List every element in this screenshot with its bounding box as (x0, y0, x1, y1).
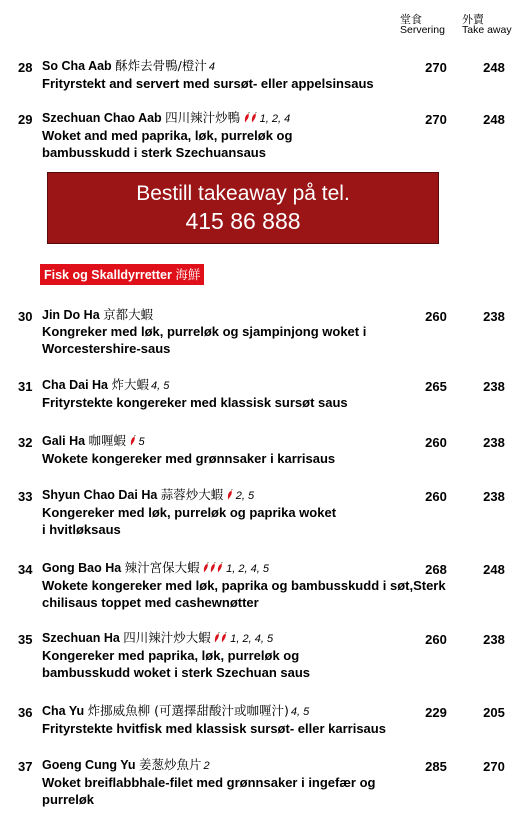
takeaway-label: Take away (462, 24, 512, 36)
item-number: 29 (18, 112, 33, 127)
price-takeaway: 238 (483, 309, 505, 324)
item-description: Woket breiflabbhale-filet med grønnsaker i ingefær og purreløk (42, 775, 376, 807)
item-description: Frityrstekte kongereker med klassisk sursøt saus (42, 395, 348, 410)
item-name-cn: 京都大蝦 (103, 307, 154, 322)
price-dine-in: 229 (425, 705, 447, 720)
price-dine-in: 260 (425, 309, 447, 324)
item-name-line (42, 307, 402, 323)
item-allergens: 2, 5 (235, 490, 255, 502)
item-number: 33 (18, 489, 33, 504)
item-allergens: 1, 2, 4 (259, 113, 291, 125)
item-description: Wokete kongereker med grønnsaker i karrisaus (42, 451, 336, 466)
item-name-line (42, 433, 402, 450)
item-allergens: 2 (203, 760, 210, 772)
chili-pepper-icon (227, 489, 233, 500)
takeaway-banner (48, 173, 438, 243)
item-name-cn: 辣汁宮保大蝦 (124, 560, 200, 575)
item-number: 31 (18, 379, 33, 394)
price-dine-in: 285 (425, 759, 447, 774)
item-description: Woket and med paprika, løk, purreløk og bambusskudd i sterk Szechuansaus (42, 128, 293, 160)
item-name: Cha Yu (42, 704, 88, 718)
item-body (42, 58, 402, 92)
chili-pepper-icon (203, 562, 209, 573)
item-body (42, 377, 402, 411)
item-body (42, 110, 402, 161)
dine-in-column-header (400, 14, 445, 36)
price-dine-in: 265 (425, 379, 447, 394)
price-takeaway: 205 (483, 705, 505, 720)
item-number: 32 (18, 435, 33, 450)
item-body (42, 307, 402, 357)
item-number: 34 (18, 562, 33, 577)
item-name: Cha Dai Ha (42, 378, 112, 392)
item-name: Szechuan Chao Aab (42, 111, 166, 125)
banner-line-1: Bestill takeaway på tel. (136, 182, 350, 205)
price-takeaway: 238 (483, 489, 505, 504)
item-name-line (42, 703, 402, 720)
price-dine-in: 260 (425, 435, 447, 450)
item-number: 28 (18, 60, 33, 75)
item-name-line (42, 757, 402, 774)
price-takeaway: 248 (483, 112, 505, 127)
item-name-line (42, 560, 402, 577)
price-dine-in: 260 (425, 632, 447, 647)
section-title: Fisk og Skalldyrretter (44, 268, 172, 282)
item-allergens: 5 (138, 436, 145, 448)
item-allergens: 1, 2, 4, 5 (226, 563, 269, 575)
item-body (42, 757, 402, 808)
price-dine-in: 270 (425, 112, 447, 127)
chili-pepper-icon (251, 112, 257, 123)
price-takeaway: 270 (483, 759, 505, 774)
item-number: 30 (18, 309, 33, 324)
item-name-line (42, 630, 402, 647)
item-name: Shyun Chao Dai Ha (42, 488, 161, 502)
item-name: Jin Do Ha (42, 308, 104, 322)
item-description: Kongereker med løk, purreløk og paprika woket i hvitløksaus (42, 505, 337, 537)
item-name-cn: 四川辣汁炒大蝦 (123, 630, 211, 645)
dine-in-label: Servering (400, 24, 445, 36)
item-name-cn: 蒜蓉炒大蝦 (160, 487, 224, 502)
item-allergens: 4, 5 (150, 380, 170, 392)
chili-pepper-icon (244, 112, 250, 123)
item-name: Goeng Cung Yu (42, 758, 139, 772)
item-allergens: 4, 5 (290, 706, 310, 718)
item-name-line (42, 377, 402, 394)
price-takeaway: 238 (483, 435, 505, 450)
item-description: Frityrstekte hvitfisk med klassisk sursøt- eller karrisaus (42, 721, 386, 736)
chili-pepper-icon (130, 435, 136, 446)
item-body (42, 703, 402, 737)
chili-pepper-icon (214, 632, 220, 643)
item-name-cn: 咖喱蝦 (88, 433, 127, 448)
item-description: Frityrstekt and servert med sursøt- eller appelsinsaus (42, 76, 374, 91)
takeaway-cn: 外賣 (462, 13, 484, 26)
price-takeaway: 248 (483, 60, 505, 75)
chili-pepper-icon (217, 562, 223, 573)
banner-phone: 415 86 888 (185, 208, 301, 234)
item-number: 35 (18, 632, 33, 647)
item-name: So Cha Aab (42, 59, 116, 73)
takeaway-column-header (462, 14, 512, 36)
item-name: Gali Ha (42, 434, 89, 448)
item-allergens: 4 (208, 61, 216, 73)
item-body (42, 487, 402, 538)
chili-pepper-icon (221, 632, 227, 643)
item-name-line (42, 487, 402, 504)
section-title-cn: 海鮮 (175, 267, 201, 282)
price-takeaway: 248 (483, 562, 505, 577)
item-name: Gong Bao Ha (42, 561, 125, 575)
item-name-line (42, 58, 402, 75)
item-name-cn: 酥炸去骨鴨/橙汁 (115, 58, 207, 73)
item-name-cn: 四川辣汁炒鴨 (165, 110, 241, 125)
item-name-cn: 姜葱炒魚片 (139, 757, 202, 772)
item-number: 37 (18, 759, 33, 774)
price-takeaway: 238 (483, 632, 505, 647)
item-name-line (42, 110, 402, 127)
price-dine-in: 260 (425, 489, 447, 504)
dine-in-cn: 堂食 (400, 13, 422, 26)
item-body (42, 433, 402, 467)
item-allergens: 1, 2, 4, 5 (230, 633, 274, 645)
price-takeaway: 238 (483, 379, 505, 394)
item-description: Wokete kongereker med løk, paprika og bambusskudd i søt,Sterk chilisaus toppet med cashewnøtter (42, 578, 446, 610)
item-name: Szechuan Ha (42, 631, 124, 645)
item-name-cn: 炸挪威魚柳 (可選擇甜酸汁或咖喱汁) (87, 703, 289, 718)
price-dine-in: 270 (425, 60, 447, 75)
item-number: 36 (18, 705, 33, 720)
chili-pepper-icon (210, 562, 216, 573)
price-dine-in: 268 (425, 562, 447, 577)
item-name-cn: 炸大蝦 (111, 377, 149, 392)
item-body (42, 630, 402, 681)
item-description: Kongereker med paprika, løk, purreløk og bambusskudd woket i sterk Szechuan saus (42, 648, 311, 680)
section-header-seafood (40, 264, 204, 285)
item-description: Kongreker med løk, purreløk og sjampinjong woket i Worcestershire-saus (42, 324, 367, 356)
